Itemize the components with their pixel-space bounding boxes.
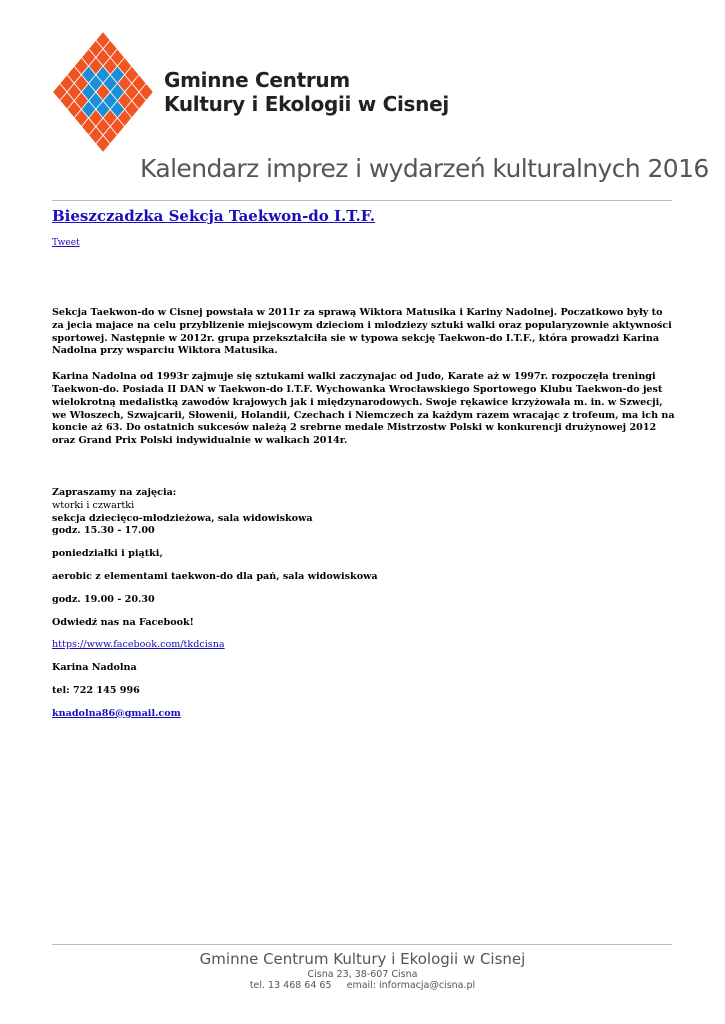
footer-divider [52,944,672,945]
facebook-prompt: Odwiedź nas na Facebook! [52,616,194,628]
paragraph-section-history: Sekcja Taekwon-do w Cisnej powstała w 2011r za sprawą Wiktora Matusika i Kariny Nadolnej. Poczatkowo były to za jecia majace na celu przyblizenie miejscowym dzieciom i mlodziezy sztuki walki oraz popularyzownie aktywności sportowej. Następnie w 2012r. grupa przekształciła sie w typowa sekcję Taekwon-do I.T.F., która prowadzi Karina Nadolna przy wsparciu Wiktora Matusika. [52,307,672,357]
invite-text: Zapraszamy na zajęcia: [52,486,177,498]
organization-name-line1: Gminne Centrum [164,68,350,92]
contact-email-link[interactable]: knadolna86@gmail.com [52,707,181,719]
contact-name: Karina Nadolna [52,662,137,674]
schedule-section-1: sekcja dziecięco-młodzieżowa, sala widowiskowa [52,512,313,524]
article-body [52,307,677,721]
organization-name-line2: Kultury i Ekologii w Cisnej [164,92,449,116]
footer-contact: tel. 13 468 64 65 email: informacja@cisna.pl [249,980,476,991]
header-divider [52,200,672,201]
schedule-hours-2: godz. 19.00 - 20.30 [52,593,155,605]
organization-name [164,68,449,116]
contact-phone: tel: 722 145 996 [52,684,140,696]
footer-address: Cisna 23, 38-607 Cisna [307,969,418,980]
facebook-link[interactable]: https://www.facebook.com/tkdcisna [52,639,225,651]
schedule-hours-1: godz. 15.30 - 17.00 [52,525,155,537]
logo-icon [50,26,156,158]
article-title-link[interactable]: Bieszczadzka Sekcja Taekwon-do I.T.F. [52,207,376,225]
tweet-link[interactable]: Tweet [52,238,80,248]
footer-organization-name: Gminne Centrum Kultury i Ekologii w Cisnej [199,950,526,968]
calendar-title: Kalendarz imprez i wydarzeń kulturalnych 2016 [140,154,709,183]
schedule-days-1: wtorki i czwartki [52,499,135,511]
schedule-days-2: poniedziałki i piątki, [52,548,163,560]
schedule-section-2: aerobic z elementami taekwon-do dla pań, sala widowiskowa [52,570,378,582]
paragraph-instructor-bio: Karina Nadolna od 1993r zajmuje się sztukami walki zaczynajac od Judo, Karate aż w 1997r. rozpoczęła treningi Taekwon-do. Posiada II DAN w Taekwon-do I.T.F. Wychowanka Wrocławskiego Sportowego Klubu Taekwon-do jest wielokrotną medalistką zawodów krajowych jak i międzynarodowych. Swoje rękawice krzyżowała m. in. w Szwecji, we Włoszech, Szwajcarii, Słowenii, Holandii, Czechach i Niemczech za każdym razem wracając z trofeum, ma ich na koncie aż 63. Do ostatnich sukcesów należą 2 srebrne medale Mistrzostw Polski w konkurencji drużynowej 2012 oraz Grand Prix Polski indywidualnie w walkach 2014r. [52,371,675,447]
